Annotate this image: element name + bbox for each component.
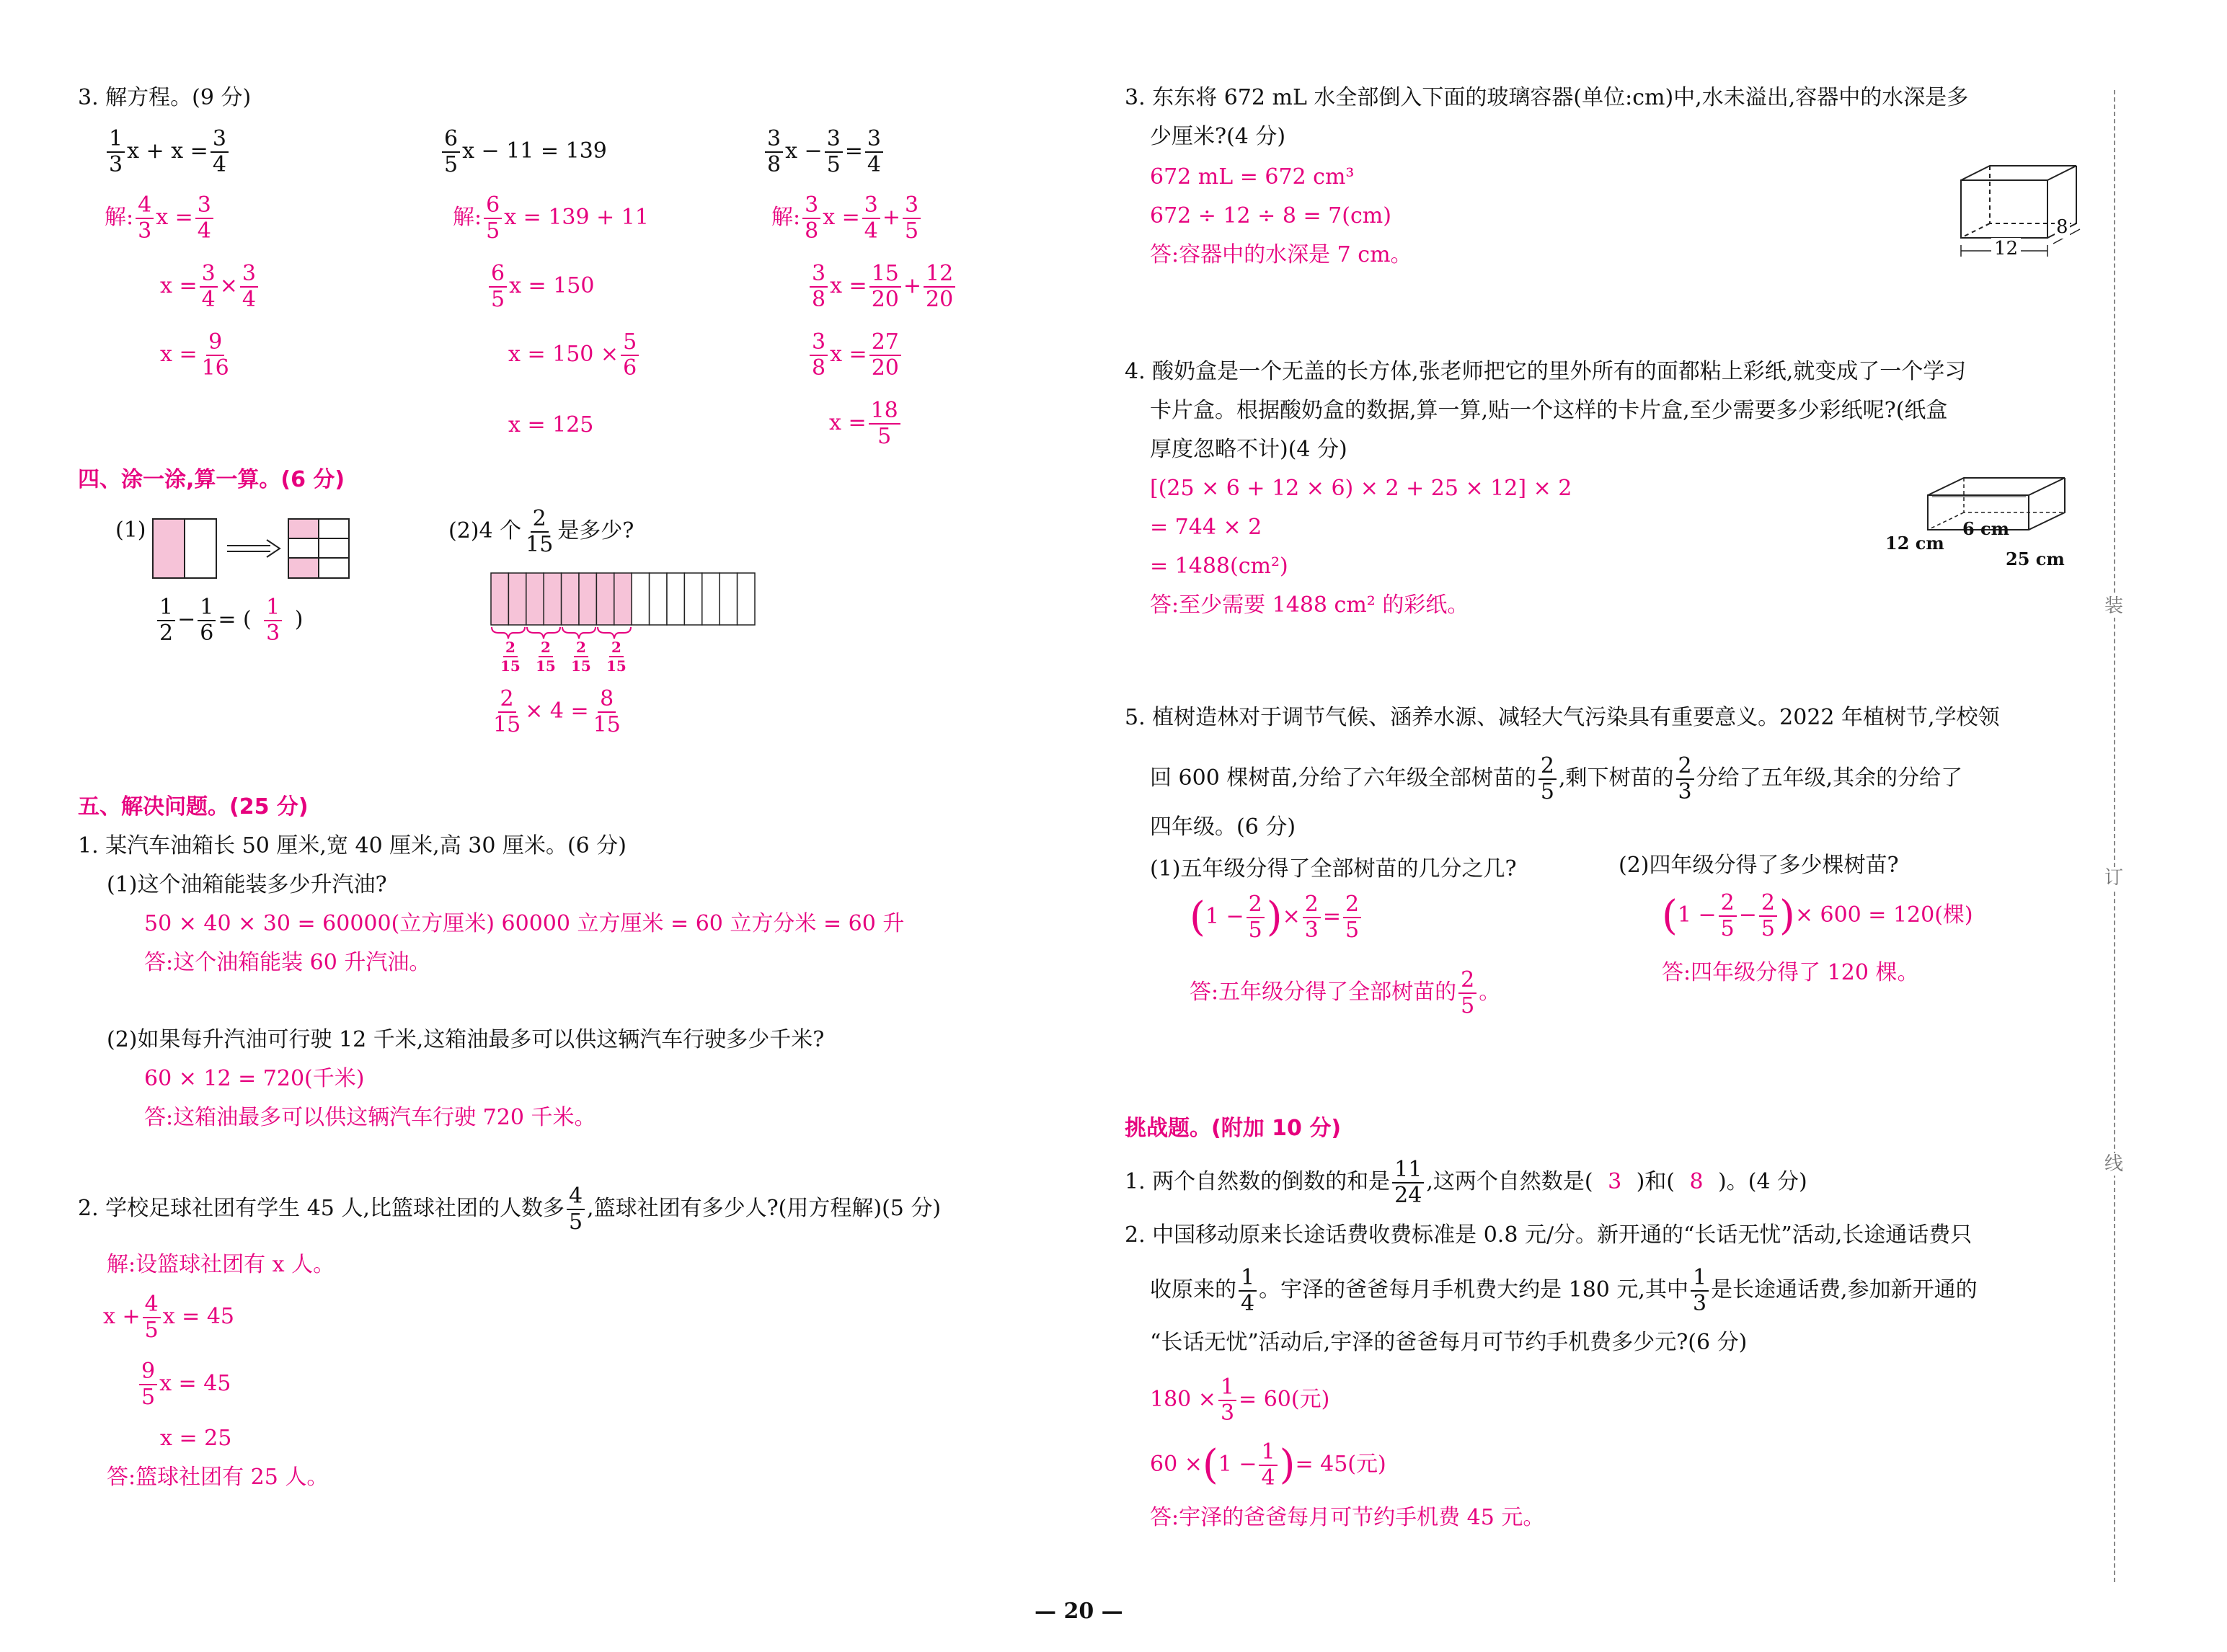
r-q5-line3: 四年级。(6 分) xyxy=(1150,814,1296,840)
r-q4-step3: = 1488(cm²) xyxy=(1150,554,1288,579)
r-q5-part2-answer: 答:四年级分得了 120 棵。 xyxy=(1662,960,1919,985)
box-height-label: 6 cm xyxy=(1962,518,2010,539)
challenge-q1: 1. 两个自然数的倒数的和是 $\frac{11}{24}$ ,这两个自然数是( 3 )和( 8 )。(4 分) xyxy=(1125,1157,1807,1208)
half-shaded xyxy=(153,519,185,578)
s5-q1b: (2)如果每升汽油可行驶 12 千米,这箱油最多可以供这辆汽车行驶多少千米? xyxy=(107,1027,825,1052)
r-q5-part2: (2)四年级分得了多少棵树苗? xyxy=(1619,853,1899,878)
margin-char-2: 订 xyxy=(2104,867,2124,889)
eq1-step2: x = $\frac{3}{4}$ × $\frac{3}{4}$ xyxy=(160,263,260,311)
s5-q2: 2. 学校足球社团有学生 45 人,比篮球社团的人数多 $\frac{4}{5}$ ,篮球社团有多少人?(用方程解)(5 分) xyxy=(78,1184,942,1235)
r-q3-line2: 少厘米?(4 分) xyxy=(1150,124,1286,149)
r-q5-line1: 5. 植树造林对于调节气候、涵养水源、减轻大气污染具有重要意义。2022 年植树节,学校领 xyxy=(1125,705,2000,730)
right-arrow-icon xyxy=(227,540,280,557)
eq1-step1: 解: $\frac{4}{3}$ x = $\frac{3}{4}$ xyxy=(105,195,216,242)
sec4-part2-question: (2)4 个 $\frac{2}{15}$ 是多少? xyxy=(448,506,634,557)
box-width-label: 12 cm xyxy=(1885,533,1944,554)
r-q3-answer: 答:容器中的水深是 7 cm。 xyxy=(1150,242,1412,267)
seg-label-1: $\frac{2}{15}$ xyxy=(500,639,521,675)
s5-q2-step2: $\frac{9}{5}$ x = 45 xyxy=(137,1361,231,1408)
challenge-q2-line1: 2. 中国移动原来长途话费收费标准是 0.8 元/分。新开通的“长话无忧”活动,长途通话费只 xyxy=(1125,1222,1973,1248)
section5-title: 五、解决问题。(25 分) xyxy=(78,794,309,820)
fifteen-strip-diagram xyxy=(489,569,763,641)
s5-q1b-answer: 答:这箱油最多可以供这辆汽车行驶 720 千米。 xyxy=(144,1105,596,1130)
r-q4-step1: [(25 × 6 + 12 × 6) × 2 + 25 × 12] × 2 xyxy=(1150,476,1572,501)
r-q5-line2: 回 600 棵树苗,分给了六年级全部树苗的 $\frac{2}{5}$ ,剩下树苗的 $\frac{2}{3}$ 分给了五年级,其余的分给了 xyxy=(1150,753,1963,804)
r-q4-step2: = 744 × 2 xyxy=(1150,515,1262,540)
s5-q2-step0: 解:设篮球社团有 x 人。 xyxy=(107,1252,335,1277)
s5-q1a-calc: 50 × 40 × 30 = 60000(立方厘米) 60000 立方厘米 = 60 立方分米 = 60 升 xyxy=(144,911,905,936)
container-length-label: 12 xyxy=(1991,238,2021,260)
r-q3-line1: 3. 东东将 672 mL 水全部倒入下面的玻璃容器(单位:cm)中,水未溢出,容器中的水深是多 xyxy=(1125,85,1969,110)
r-q5-part1: (1)五年级分得了全部树苗的几分之几? xyxy=(1150,856,1517,881)
half-empty xyxy=(185,519,216,578)
s5-q1a-answer: 答:这个油箱能装 60 升汽油。 xyxy=(144,950,431,975)
r-q5-part1-calc: (1 − $\frac{2}{5}$ )× $\frac{2}{3}$ = $\frac{2}{5}$ xyxy=(1190,894,1363,941)
challenge-q2-line3: “长话无忧”活动后,宇泽的爸爸每月可节约手机费多少元?(6 分) xyxy=(1150,1330,1748,1355)
margin-char-1: 装 xyxy=(2104,595,2124,617)
eq2-step1: 解: $\frac{6}{5}$ x = 139 + 11 xyxy=(453,192,649,244)
s5-q2-step3: x = 25 xyxy=(160,1426,232,1451)
eq3-step2: $\frac{3}{8}$ x = $\frac{15}{20}$ + $\frac{12}{20}$ xyxy=(807,263,957,311)
seg-label-3: $\frac{2}{15}$ xyxy=(571,639,591,675)
s5-q1: 1. 某汽车油箱长 50 厘米,宽 40 厘米,高 30 厘米。(6 分) xyxy=(78,833,627,858)
section4-title: 四、涂一涂,算一算。(6 分) xyxy=(78,467,345,492)
seg-label-4: $\frac{2}{15}$ xyxy=(606,639,627,675)
eq3-step1: 解: $\frac{3}{8}$ x = $\frac{3}{4}$ + $\frac{3}{5}$ xyxy=(771,195,923,242)
page-number: — 20 — xyxy=(1035,1599,1123,1624)
eq3-problem: $\frac{3}{8}$ x − $\frac{3}{5}$ = $\frac{3}{4}$ xyxy=(763,128,885,176)
strip-braces xyxy=(492,627,631,639)
r-q5-part1-answer: 答:五年级分得了全部树苗的 $\frac{2}{5}$ 。 xyxy=(1190,967,1501,1018)
s5-q2-answer: 答:篮球社团有 25 人。 xyxy=(107,1465,329,1490)
strip-empty xyxy=(632,573,755,625)
seg-label-2: $\frac{2}{15}$ xyxy=(536,639,556,675)
r-q4-line1: 4. 酸奶盒是一个无盖的长方体,张老师把它的里外所有的面都粘上彩纸,就变成了一个学习 xyxy=(1125,359,1967,384)
r-q4-answer: 答:至少需要 1488 cm² 的彩纸。 xyxy=(1150,592,1469,618)
binding-dashed-line xyxy=(2114,90,2115,1582)
q3-title: 3. 解方程。(9 分) xyxy=(78,85,252,110)
eq2-step4: x = 125 xyxy=(508,412,594,438)
r-q4-line2: 卡片盒。根据酸奶盒的数据,算一算,贴一个这样的卡片盒,至少需要多少彩纸呢?(纸盒 xyxy=(1150,398,1948,423)
r-q5-part2-calc: (1 − $\frac{2}{5}$ − $\frac{2}{5}$ )× 600 = 120(棵) xyxy=(1662,890,1973,941)
margin-char-3: 线 xyxy=(2104,1153,2124,1175)
r-q4-line3: 厚度忽略不计)(4 分) xyxy=(1150,437,1347,462)
sec4-part1-label: (1) xyxy=(115,518,146,543)
eq3-step4: x = $\frac{18}{5}$ xyxy=(829,400,903,448)
eq2-step3: x = 150 × $\frac{5}{6}$ xyxy=(508,332,641,379)
s5-q1a: (1)这个油箱能装多少升汽油? xyxy=(107,872,387,897)
strip-shaded xyxy=(491,573,632,625)
r-q3-step1: 672 mL = 672 cm³ xyxy=(1150,164,1355,190)
s5-q2-step1: x + $\frac{4}{5}$ x = 45 xyxy=(103,1292,234,1343)
r-q3-step2: 672 ÷ 12 ÷ 8 = 7(cm) xyxy=(1150,203,1391,228)
container-width-label: 8 xyxy=(2056,216,2068,238)
eq2-step2: $\frac{6}{5}$ x = 150 xyxy=(487,263,594,311)
fraction-shading-diagram xyxy=(151,515,368,584)
challenge-title: 挑战题。(附加 10 分) xyxy=(1125,1116,1342,1141)
eq1-step3: x = $\frac{9}{16}$ xyxy=(160,329,229,381)
challenge-q2-answer: 答:宇泽的爸爸每月可节约手机费 45 元。 xyxy=(1150,1505,1545,1530)
eq2-problem: $\frac{6}{5}$ x − 11 = 139 xyxy=(440,128,607,176)
challenge-q2-step1: 180 × $\frac{1}{3}$ = 60(元) xyxy=(1150,1375,1330,1426)
challenge-q2-line2: 收原来的 $\frac{1}{4}$ 。宇泽的爸爸每月手机费大约是 180 元,其中 $\frac{1}{3}$ 是长途通话费,参加新开通的 xyxy=(1150,1265,1978,1316)
box-length-label: 25 cm xyxy=(2006,549,2065,569)
sec4-part2-equation: $\frac{2}{15}$ × 4 = $\frac{8}{15}$ xyxy=(493,686,621,737)
eq1-problem: $\frac{1}{3}$ x + x = $\frac{3}{4}$ xyxy=(105,128,231,176)
eq3-step3: $\frac{3}{8}$ x = $\frac{27}{20}$ xyxy=(807,332,903,379)
s5-q1b-calc: 60 × 12 = 720(千米) xyxy=(144,1066,365,1091)
sec4-part1-equation: $\frac{1}{2}$ − $\frac{1}{6}$ = ( $\frac{1}{3}$ ) xyxy=(155,597,303,644)
challenge-q2-step2: 60 ×(1 − $\frac{1}{4}$ )= 45(元) xyxy=(1150,1439,1386,1491)
